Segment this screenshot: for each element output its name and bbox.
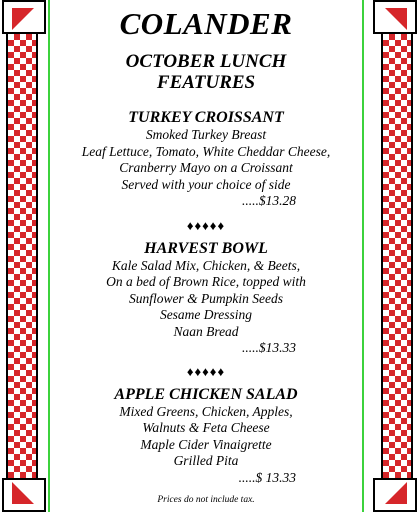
- item-description-line: Sesame Dressing: [159, 307, 253, 322]
- bottom-right-corner-ornament: [373, 478, 417, 512]
- restaurant-title: COLANDER: [119, 6, 293, 41]
- item-description-line: Maple Cider Vinaigrette: [140, 436, 272, 452]
- right-guide-line: [362, 0, 364, 512]
- menu-subtitle: [50, 51, 362, 93]
- bottom-left-corner-ornament: [2, 478, 46, 512]
- item-description-line: Leaf Lettuce, Tomato, White Cheddar Cheese,: [81, 143, 331, 159]
- item-name: TURKEY CROISSANT: [128, 109, 284, 126]
- subtitle-line-1: OCTOBER LUNCH: [125, 51, 287, 72]
- diamond-divider-icon: ♦♦♦♦♦: [186, 363, 226, 379]
- tax-note: Prices do not include tax.: [157, 495, 255, 505]
- item-description-line: Naan Bread: [173, 323, 239, 339]
- item-name: HARVEST BOWL: [144, 239, 268, 257]
- item-price: .....$13.28: [242, 193, 296, 208]
- item-description-line: On a bed of Brown Rice, topped with: [106, 274, 306, 289]
- item-description-line: Served with your choice of side: [121, 176, 291, 192]
- item-description-line: Cranberry Mayo on a Croissant: [119, 160, 293, 175]
- item-description-line: Sunflower & Pumpkin Seeds: [128, 290, 284, 306]
- menu-item-apple-chicken-salad: [50, 386, 362, 487]
- left-checker-border: [6, 34, 38, 478]
- top-left-corner-ornament: [2, 0, 46, 34]
- menu-item-turkey-croissant: [50, 109, 362, 210]
- menu-item-harvest-bowl: [50, 240, 362, 357]
- item-description-line: Kale Salad Mix, Chicken, & Beets,: [111, 257, 301, 273]
- item-description-line: Mixed Greens, Chicken, Apples,: [119, 403, 293, 419]
- right-checker-border: [381, 34, 413, 478]
- item-name: APPLE CHICKEN SALAD: [114, 385, 298, 403]
- menu-content: [50, 0, 362, 506]
- subtitle-line-2: FEATURES: [156, 72, 256, 93]
- top-right-corner-ornament: [373, 0, 417, 34]
- item-description-line: Smoked Turkey Breast: [145, 127, 267, 142]
- item-price: .....$13.33: [242, 340, 296, 355]
- diamond-divider-icon: ♦♦♦♦♦: [186, 217, 226, 233]
- item-description-line: Grilled Pita: [173, 453, 239, 468]
- item-description-line: Walnuts & Feta Cheese: [142, 420, 270, 435]
- item-price: .....$ 13.33: [238, 469, 296, 485]
